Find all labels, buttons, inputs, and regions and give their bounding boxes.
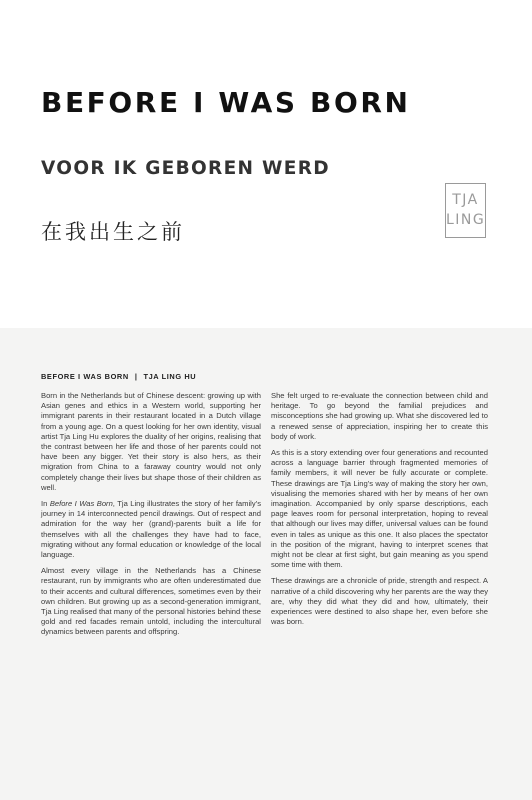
artist-logo	[445, 183, 486, 238]
paragraph-intro: In	[41, 499, 50, 509]
title-english: BEFORE I WAS BORN	[41, 86, 411, 119]
paragraph: These drawings are a chronicle of pride, strength and respect. A narrative of a child discovering why her parents are the way they are, why they did what they did and how, ultimately, their experiences were destined to also shape her, even before she was born.	[271, 576, 488, 627]
paragraph	[41, 499, 261, 560]
paragraph-rest: , Tja Ling illustrates the story of her family’s journey in 14 interconnected pencil drawings. Out of respect and admiration for the way her (grand)-parents built a life for themselves with all the challenges they have had to face, migrating without any formal education or knowledge of the local language.	[41, 499, 261, 560]
byline-title: BEFORE I WAS BORN	[41, 372, 129, 381]
logo-line-1: TJA	[452, 192, 479, 208]
body-column-right	[271, 391, 488, 633]
byline	[41, 372, 196, 381]
paragraph: Almost every village in the Netherlands has a Chinese restaurant, run by immigrants who are often underestimated due to their accents and cultural differences, sometimes even by their own children. But growing up as a second-generation immigrant, Tja Ling realised that many of the personal histories behind these gold and red facades remain untold, including the intercultural dynamics between parents and offspring.	[41, 566, 261, 637]
byline-author: TJA LING HU	[143, 372, 197, 381]
title-chinese: 在我出生之前	[41, 220, 185, 244]
body-column-left	[41, 391, 261, 644]
paragraph: Born in the Netherlands but of Chinese descent: growing up with Asian genes and ethics in a Western world, supporting her immigrant parents in their restaurant located in a Dutch village from a young age. On a quest looking for her own identity, visual artist Tja Ling Hu explores the duality of her origins, realising that the contrast between her life and those of her parents could not have been any bigger. Yet their story is also hers, as their migration from China to a faraway country would not only completely change their lives but shape those of their children as well.	[41, 391, 261, 492]
byline-separator: |	[134, 372, 138, 381]
book-title-italic: Before I Was Born	[49, 499, 113, 509]
title-dutch: VOOR IK GEBOREN WERD	[41, 158, 330, 179]
logo-line-2: LING	[446, 212, 486, 228]
cover-header	[0, 0, 532, 328]
paragraph: As this is a story extending over four generations and recounted across a language barrier through fragmented memories of family members, it will never be fully accurate or complete. These drawings are Tja Ling’s way of making the story her own, visualising the memories shared with her by means of her own imagination. Accompanied by only sparse descriptions, each page leaves room for personal interpretation, hoping to reveal that although our lives may differ, universal values can be found even in tales as unique as this one. It also places the spectator in the position of the migrant, having to interpret scenes that might not be clear at first sight, but gain meaning as you spend some time with them.	[271, 448, 488, 570]
paragraph: She felt urged to re-evaluate the connection between child and heritage. To go beyond the familial prejudices and misconceptions she had growing up. What she discovered led to a renewed sense of appreciation, inspiring her to create this body of work.	[271, 391, 488, 441]
